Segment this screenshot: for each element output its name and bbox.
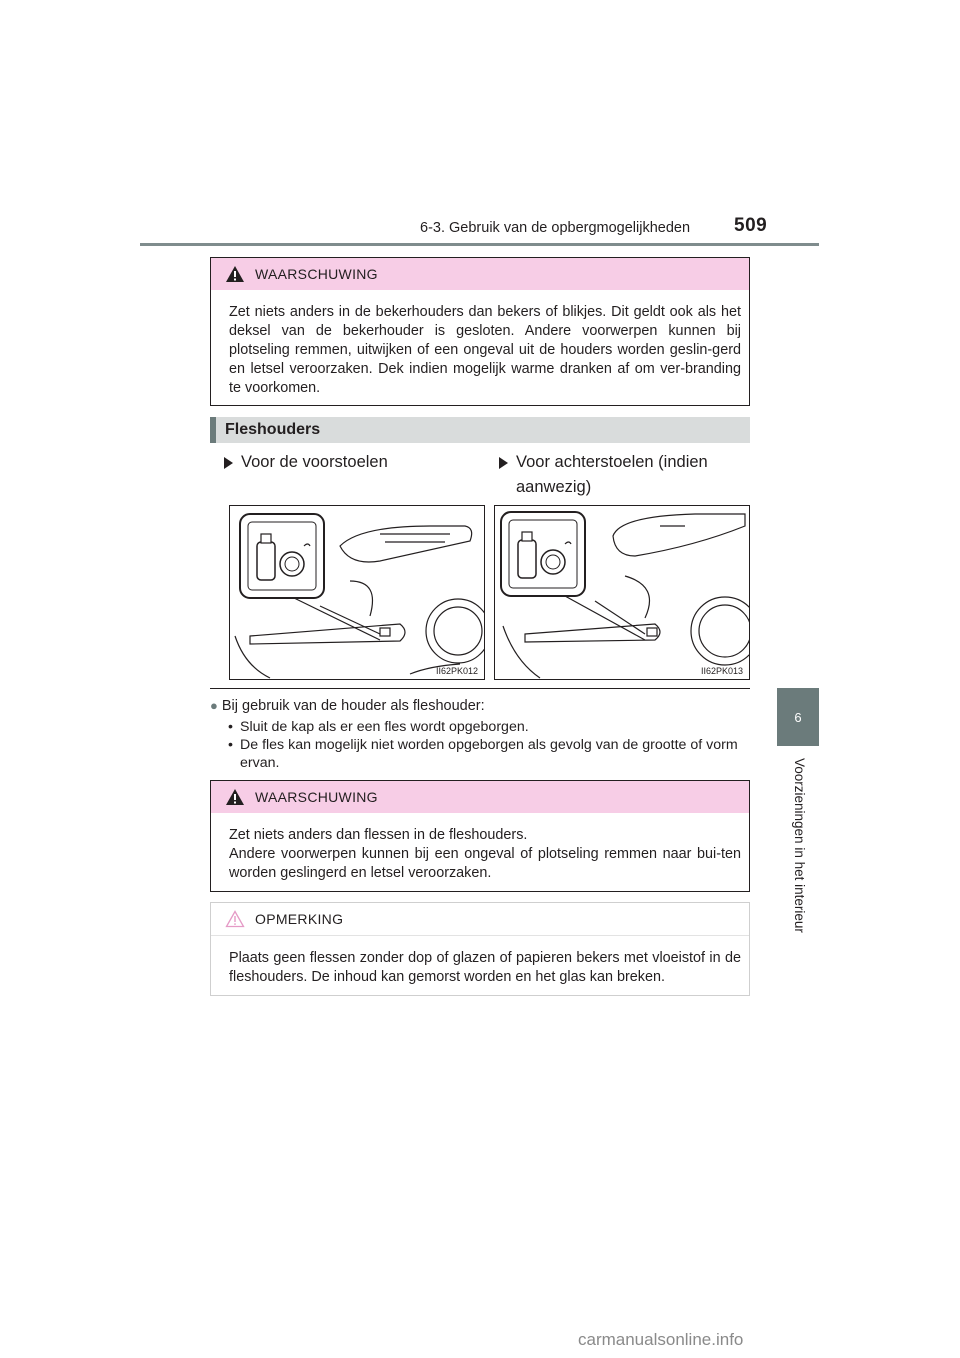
page-number: 509 bbox=[734, 215, 768, 236]
warning-header bbox=[211, 781, 749, 813]
figure-code: II62PK013 bbox=[700, 666, 743, 676]
bullet-dot-icon: • bbox=[228, 719, 233, 735]
bullet-dot-icon: ● bbox=[210, 698, 218, 713]
bullet-dot-icon: • bbox=[228, 737, 233, 753]
usage-item bbox=[228, 718, 748, 736]
triangle-bullet-icon bbox=[499, 457, 508, 469]
section-accent bbox=[210, 417, 216, 443]
warning-title: WAARSCHUWING bbox=[255, 789, 378, 805]
figure-divider bbox=[210, 688, 750, 689]
warning-header bbox=[211, 258, 749, 290]
usage-intro bbox=[210, 698, 485, 714]
chapter-number: 6 bbox=[794, 710, 802, 725]
chapter-title: Voorzieningen in het interieur bbox=[792, 758, 807, 933]
warning-line: Andere voorwerpen kunnen bij een ongeval of plotseling remmen naar bui-ten worden geslingerd en letsel veroorzaken. bbox=[229, 846, 741, 881]
usage-item-text: De fles kan mogelijk niet worden opgeborgen als gevolg van de grootte of vorm ervan. bbox=[240, 737, 738, 771]
header-section-title: 6-3. Gebruik van de opbergmogelijkheden bbox=[420, 220, 691, 236]
door-bottle-holder-drawing bbox=[495, 506, 750, 680]
usage-intro-text: Bij gebruik van de houder als fleshouder: bbox=[221, 698, 485, 714]
rear-seats-text-cont: aanwezig) bbox=[516, 478, 592, 496]
door-bottle-holder-drawing bbox=[230, 506, 485, 680]
warning-line: Zet niets anders dan flessen in de fleshouders. bbox=[229, 827, 528, 843]
rear-door-illustration bbox=[494, 505, 750, 680]
notice-header bbox=[211, 903, 749, 936]
usage-item-text: Sluit de kap als er een fles wordt opgeborgen. bbox=[240, 719, 529, 735]
warning-title: WAARSCHUWING bbox=[255, 266, 378, 282]
rear-seats-text: Voor achterstoelen (indien bbox=[516, 453, 708, 471]
rear-seats-label bbox=[499, 450, 708, 500]
front-seats-text: Voor de voorstoelen bbox=[241, 453, 388, 471]
notice-box bbox=[210, 902, 750, 996]
notice-title: OPMERKING bbox=[255, 911, 344, 927]
watermark: carmanualsonline.info bbox=[578, 1330, 744, 1349]
front-seats-label bbox=[224, 450, 388, 475]
warning-text bbox=[211, 813, 749, 897]
caution-triangle-icon bbox=[225, 910, 245, 928]
warning-box-cupholders bbox=[210, 257, 750, 406]
front-door-illustration bbox=[229, 505, 485, 680]
notice-text: Plaats geen flessen zonder dop of glazen of papieren bekers met vloeistof in de fleshouders. De inhoud kan gemorst worden en het glas kan breken. bbox=[229, 950, 741, 985]
warning-triangle-icon bbox=[225, 788, 245, 806]
warning-triangle-icon bbox=[225, 265, 245, 283]
triangle-bullet-icon bbox=[224, 457, 233, 469]
warning-text: Zet niets anders in de bekerhouders dan bekers of blikjes. Dit geldt ook als het deksel van de bekerhouder is gesloten. Andere voorwerpen kunnen bij plotseling remmen, uitwijken of een ongeval uit de houders worden geslin-gerd en letsel veroorzaken. Dek indien mogelijk warme dranken af om ver-branding te voorkomen. bbox=[229, 304, 741, 396]
usage-item bbox=[228, 736, 748, 772]
warning-box-bottleholders bbox=[210, 780, 750, 892]
section-heading bbox=[210, 417, 750, 443]
section-title: Fleshouders bbox=[225, 421, 321, 438]
figure-code: II62PK012 bbox=[435, 666, 478, 676]
header-divider bbox=[140, 243, 819, 246]
